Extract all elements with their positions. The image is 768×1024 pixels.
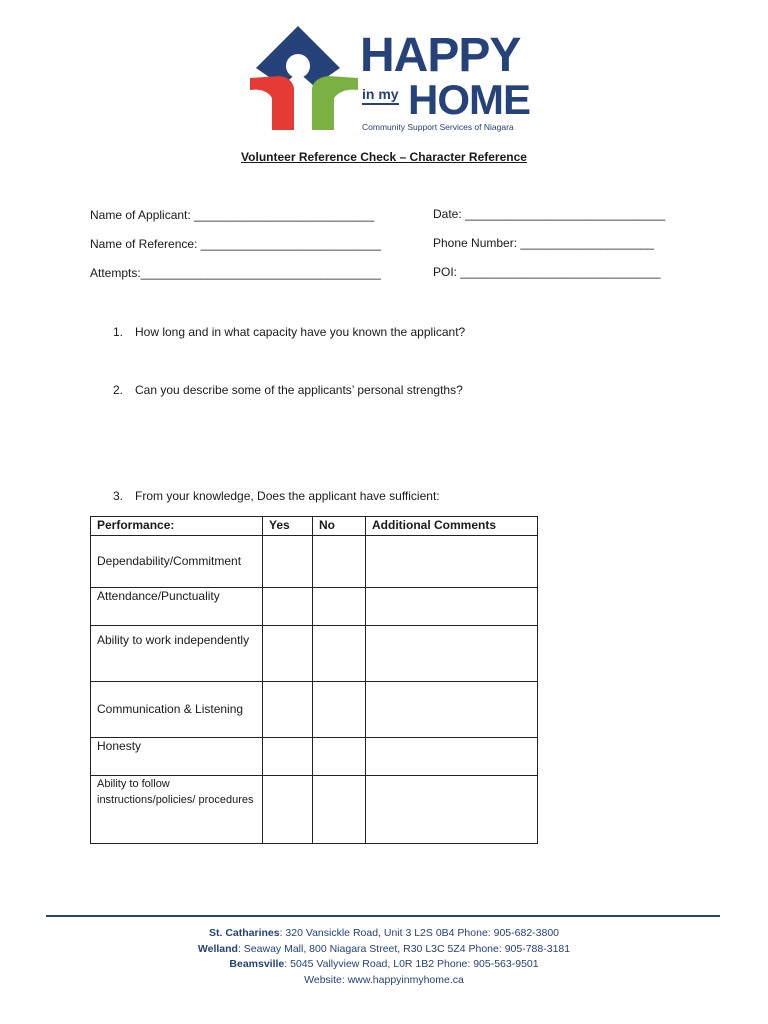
footer-line-st-catharines <box>0 926 768 942</box>
address-text: : 320 Vansickle Road, Unit 3 L2S 0B4 Phone: 905-682-3800 <box>279 927 560 939</box>
footer-website[interactable]: Website: www.happyinmyhome.ca <box>304 973 464 986</box>
city-name: Beamsville <box>229 958 285 970</box>
footer-divider <box>46 915 720 917</box>
comments-cell[interactable] <box>366 682 538 738</box>
performance-table <box>90 516 538 844</box>
no-cell[interactable] <box>313 738 366 776</box>
phone-number-field[interactable]: Phone Number: ____________________ <box>433 236 654 250</box>
address-text: : 5045 Vallyview Road, L0R 1B2 Phone: 905-563-9501 <box>284 958 539 970</box>
footer-line-welland <box>0 942 768 958</box>
table-header-row <box>91 517 538 536</box>
question-number: 2. <box>113 383 124 397</box>
date-field[interactable]: Date: ______________________________ <box>433 207 666 221</box>
city-name: St. Catharines <box>208 927 280 939</box>
yes-cell[interactable] <box>263 536 313 588</box>
header-no: No <box>313 517 366 536</box>
yes-cell[interactable] <box>263 626 313 682</box>
brand-tagline: Community Support Services of Niagara <box>362 122 514 132</box>
reference-name-field[interactable]: Name of Reference: ___________________________ <box>90 237 381 251</box>
address-text: : Seaway Mall, 800 Niagara Street, R30 L3C 5Z4 Phone: 905-788-3181 <box>237 942 571 955</box>
no-cell[interactable] <box>313 776 366 844</box>
table-row <box>91 626 538 682</box>
poi-field[interactable]: POI: ______________________________ <box>433 265 661 279</box>
question-text: From your knowledge, Does the applicant have sufficient: <box>135 489 440 503</box>
city-name: Welland <box>197 942 238 955</box>
no-cell[interactable] <box>313 626 366 682</box>
house-people-logo-icon <box>246 26 364 134</box>
comments-cell[interactable] <box>366 626 538 682</box>
comments-cell[interactable] <box>366 536 538 588</box>
comments-cell[interactable] <box>366 776 538 844</box>
no-cell[interactable] <box>313 588 366 626</box>
document-title: Volunteer Reference Check – Character Reference <box>241 150 527 164</box>
header-additional-comments: Additional Comments <box>366 517 538 536</box>
no-cell[interactable] <box>313 682 366 738</box>
row-label: Dependability/Commitment <box>91 536 263 588</box>
comments-cell[interactable] <box>366 738 538 776</box>
yes-cell[interactable] <box>263 588 313 626</box>
applicant-name-field[interactable]: Name of Applicant: ___________________________ <box>90 208 375 222</box>
header-performance: Performance: <box>91 517 263 536</box>
footer <box>0 926 768 988</box>
question-2 <box>113 383 463 397</box>
table-row <box>91 536 538 588</box>
row-label: Communication & Listening <box>91 682 263 738</box>
brand-home: HOME <box>408 76 530 123</box>
question-number: 3. <box>113 489 124 503</box>
row-label: Honesty <box>91 738 263 776</box>
yes-cell[interactable] <box>263 776 313 844</box>
row-label: Attendance/Punctuality <box>91 588 263 626</box>
row-label: Ability to work independently <box>91 626 263 682</box>
question-text: How long and in what capacity have you known the applicant? <box>135 325 466 339</box>
table-row <box>91 776 538 844</box>
question-3 <box>113 489 440 503</box>
attempts-field[interactable]: Attempts:____________________________________ <box>90 266 381 280</box>
question-number: 1. <box>113 325 124 339</box>
brand-happy: HAPPY <box>360 29 521 82</box>
header-yes: Yes <box>263 517 313 536</box>
question-text: Can you describe some of the applicants’ personal strengths? <box>135 383 463 397</box>
table-row <box>91 588 538 626</box>
yes-cell[interactable] <box>263 682 313 738</box>
yes-cell[interactable] <box>263 738 313 776</box>
logo <box>246 26 536 138</box>
comments-cell[interactable] <box>366 588 538 626</box>
row-label: Ability to follow instructions/policies/ procedures <box>91 776 263 844</box>
brand-in-my: in my <box>362 86 399 105</box>
table-row <box>91 682 538 738</box>
footer-line-beamsville <box>0 957 768 973</box>
no-cell[interactable] <box>313 536 366 588</box>
question-1 <box>113 325 465 339</box>
table-row <box>91 738 538 776</box>
